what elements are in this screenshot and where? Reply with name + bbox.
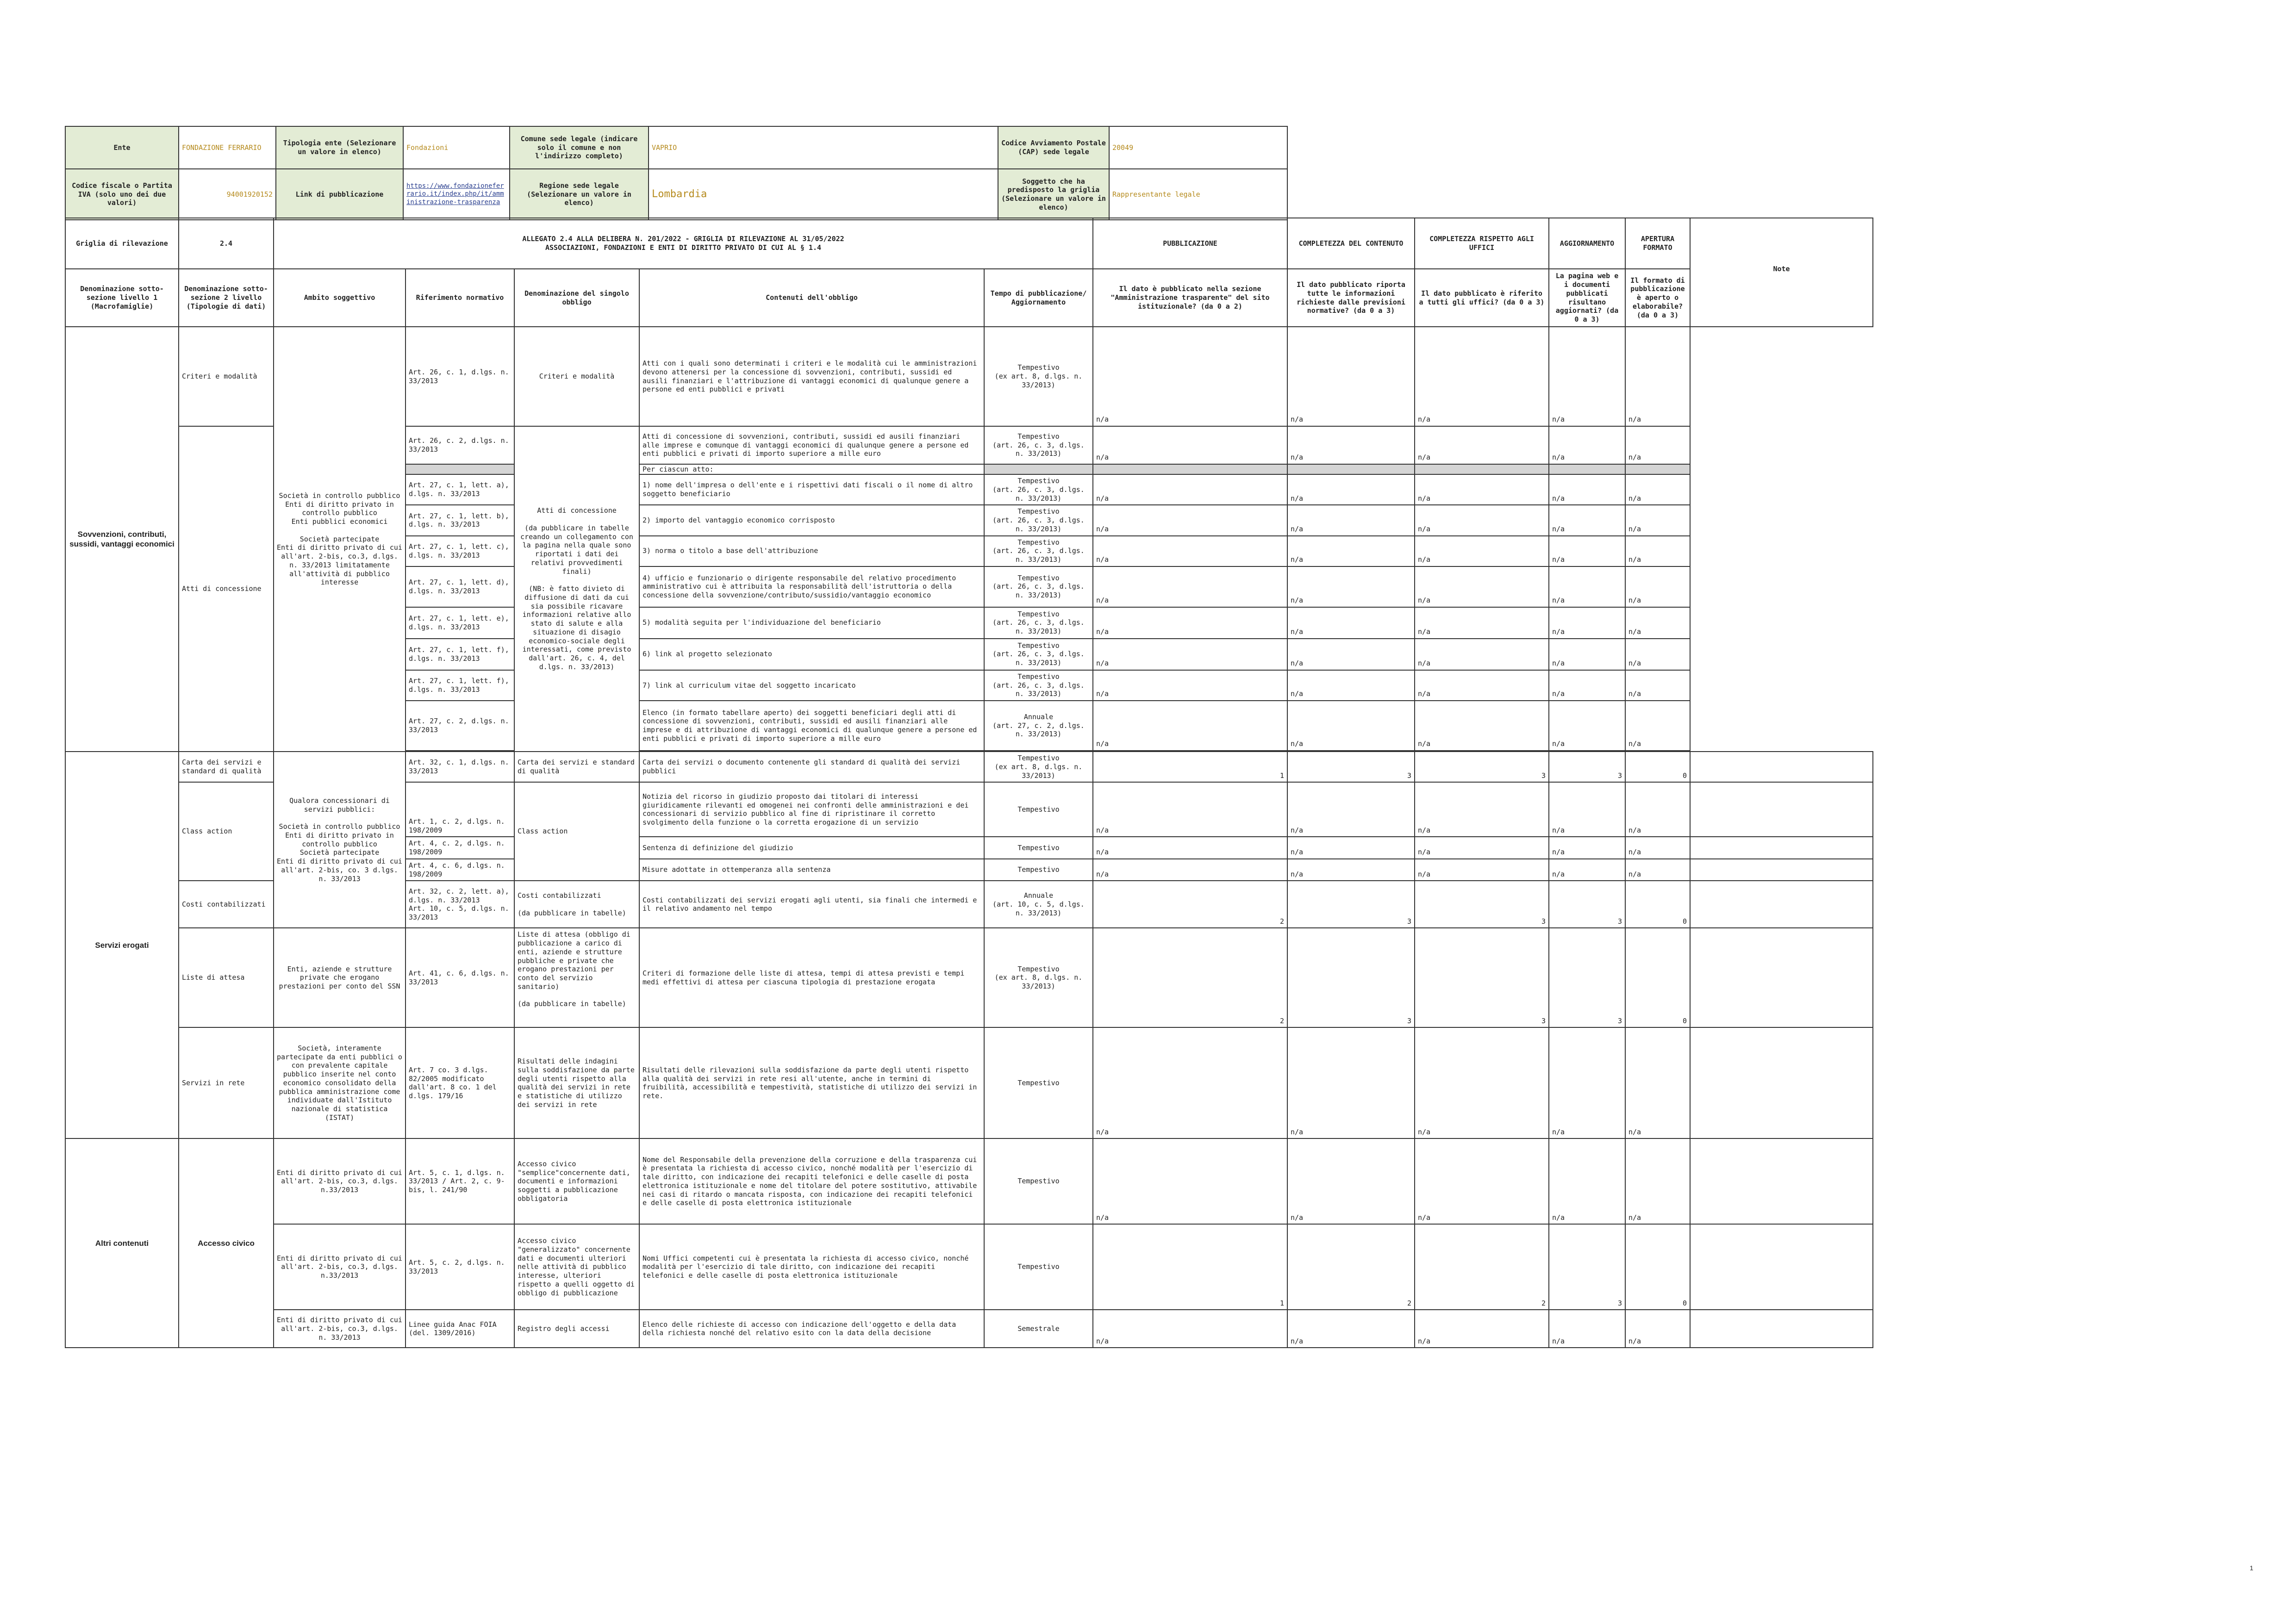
score-agg[interactable]: n/a [1549,1138,1625,1224]
subcol-contenuti: Contenuti dell'obbligo [639,269,984,327]
link-label: Link di pubblicazione [276,169,403,220]
cell-contenuti: 3) norma o titolo a base dell'attribuzione [639,536,984,566]
cell-contenuti: Elenco (in formato tabellare aperto) dei soggetti beneficiari degli atti di concessione di sovvenzioni, contributi, sussidi ed ausili finanziari alle imprese e di attribuzione di vantaggi economici di qualunque genere a persone ed enti pubblici e privati di importo superiore a mille euro [639,701,984,751]
score-cu[interactable]: 3 [1415,881,1549,928]
cell-denom: Risultati delle indagini sulla soddisfazione da parte degli utenti rispetto alla qualità dei servizi in rete e statistiche di utilizzo dei servizi in rete [514,1027,639,1138]
score-pub[interactable]: n/a [1093,426,1287,464]
cell-rif: Art. 32, c. 2, lett. a), d.lgs. n. 33/2013 Art. 10, c. 5, d.lgs. n. 33/2013 [406,881,514,928]
col-aggiornamento: AGGIORNAMENTO [1549,218,1625,269]
cell-liv2: Criteri e modalità [179,327,274,426]
score-cu[interactable]: 2 [1415,1224,1549,1310]
subcol-denom: Denominazione del singolo obbligo [514,269,639,327]
score-pub[interactable]: n/a [1093,505,1287,535]
score-cu[interactable]: n/a [1415,536,1549,566]
score-pub[interactable]: 1 [1093,752,1287,782]
cell-ambito: Società, interamente partecipate da enti pubblici o con prevalente capitale pubblico inserite nel conto economico consolidato della pubblica amministrazione come individuate dall'Istituto nazionale di statistica (ISTAT) [274,1027,406,1138]
cell-liv2: Atti di concessione [179,426,274,752]
score-cc[interactable]: n/a [1287,782,1415,837]
per-ciascun-atto: Per ciascun atto: [639,464,984,474]
cell-contenuti: Costi contabilizzati dei servizi erogati agli utenti, sia finali che intermedi e il relativo andamento nel tempo [639,881,984,928]
score-cc[interactable]: n/a [1287,327,1415,426]
cell-contenuti: Carta dei servizi o documento contenente gli standard di qualità dei servizi pubblici [639,752,984,782]
subcol-q-cc: Il dato pubblicato riporta tutte le informazioni richieste dalle previsioni normative? (da 0 a 3) [1287,269,1415,327]
subcol-liv2: Denominazione sotto-sezione 2 livello (Tipologie di dati) [179,269,274,327]
cell-ambito: Enti di diritto privato di cui all'art. 2-bis, co.3, d.lgs. n.33/2013 [274,1224,406,1310]
subcol-ambito: Ambito soggettivo [274,269,406,327]
score-pub[interactable]: n/a [1093,607,1287,639]
subcol-rif: Riferimento normativo [406,269,514,327]
score-cu[interactable]: n/a [1415,327,1549,426]
cap-label: Codice Avviamento Postale (CAP) sede legale [998,126,1109,169]
score-agg[interactable]: n/a [1549,536,1625,566]
spacer-cell [1093,464,1287,474]
cell-ambito: Enti di diritto privato di cui all'art. 2-bis, co.3, d.lgs. n.33/2013 [274,1138,406,1224]
cell-rif: Art. 27, c. 1, lett. d), d.lgs. n. 33/2013 [406,566,514,607]
score-cu[interactable]: n/a [1415,670,1549,701]
score-cc[interactable]: 3 [1287,752,1415,782]
tipologia-label: Tipologia ente (Selezionare un valore in elenco) [276,126,403,169]
score-ap[interactable]: n/a [1625,566,1690,607]
tipologia-value: Fondazioni [403,126,510,169]
score-agg[interactable]: n/a [1549,701,1625,751]
score-cu[interactable]: n/a [1415,701,1549,751]
score-pub[interactable]: 1 [1093,1224,1287,1310]
cell-rif: Art. 27, c. 1, lett. a), d.lgs. n. 33/2013 [406,474,514,505]
cell-contenuti: Atti con i quali sono determinati i criteri e le modalità cui le amministrazioni devono attenersi per la concessione di sovvenzioni, contributi, sussidi ed ausili finanziari e l'attribuzione di vantaggi economici di qualunque genere a persone ed enti pubblici e privati [639,327,984,426]
regione-label: Regione sede legale (Selezionare un valore in elenco) [510,169,649,220]
cell-tempo: Tempestivo (ex art. 8, d.lgs. n. 33/2013) [984,327,1093,426]
soggetto-value: Rappresentante legale [1109,169,1287,220]
cell-contenuti: Sentenza di definizione del giudizio [639,837,984,859]
cell-rif: Art. 4, c. 2, d.lgs. n. 198/2009 [406,837,514,859]
score-cu[interactable]: n/a [1415,1310,1549,1348]
cf-label: Codice fiscale o Partita IVA (solo uno dei due valori) [65,169,179,220]
note-cell[interactable] [1690,752,1873,782]
score-cu[interactable]: n/a [1415,782,1549,837]
score-cc[interactable]: n/a [1287,859,1415,881]
cf-value: 94001920152 [179,169,276,220]
score-pub[interactable]: n/a [1093,701,1287,751]
page-number: 1 [2250,1564,2253,1572]
cell-tempo: Annuale (art. 10, c. 5, d.lgs. n. 33/2013) [984,881,1093,928]
note-cell[interactable] [1690,1027,1873,1138]
cell-liv2: Costi contabilizzati [179,881,274,928]
score-ap[interactable]: n/a [1625,639,1690,670]
score-ap[interactable]: 0 [1625,1224,1690,1310]
cell-contenuti: 7) link al curriculum vitae del soggetto incaricato [639,670,984,701]
col-completezza-contenuto: COMPLETEZZA DEL CONTENUTO [1287,218,1415,269]
table-row [65,928,1873,1027]
cell-liv2: Liste di attesa [179,928,274,1027]
score-ap[interactable]: n/a [1625,505,1690,535]
score-ap[interactable]: n/a [1625,782,1690,837]
cell-rif: Art. 26, c. 2, d.lgs. n. 33/2013 [406,426,514,464]
grid-number: 2.4 [179,218,274,269]
score-cu[interactable]: n/a [1415,566,1549,607]
score-cu[interactable]: n/a [1415,639,1549,670]
cell-tempo: Tempestivo (ex art. 8, d.lgs. n. 33/2013) [984,928,1093,1027]
score-ap[interactable]: n/a [1625,837,1690,859]
score-agg[interactable]: 3 [1549,752,1625,782]
score-ap[interactable]: n/a [1625,670,1690,701]
score-agg[interactable]: n/a [1549,1310,1625,1348]
cell-denom: Accesso civico "semplice"concernente dati, documenti e informazioni soggetti a pubblicazione obbligatoria [514,1138,639,1224]
cell-rif: Art. 27, c. 1, lett. b), d.lgs. n. 33/2013 [406,505,514,535]
cell-tempo: Tempestivo [984,782,1093,837]
cell-denom: Liste di attesa (obbligo di pubblicazione a carico di enti, aziende e strutture pubbliche e private che erogano prestazioni per conto del servizio sanitario) (da pubblicare in tabelle) [514,928,639,1027]
score-pub[interactable]: n/a [1093,837,1287,859]
score-agg[interactable]: n/a [1549,1027,1625,1138]
table-row [65,1138,1873,1224]
cell-rif: Art. 5, c. 2, d.lgs. n. 33/2013 [406,1224,514,1310]
cell-tempo: Tempestivo (art. 26, c. 3, d.lgs. n. 33/2013) [984,426,1093,464]
subcol-q-agg: La pagina web e i documenti pubblicati risultano aggiornati? (da 0 a 3) [1549,269,1625,327]
spacer-cell [1549,464,1625,474]
score-agg[interactable]: n/a [1549,474,1625,505]
cell-rif: Art. 41, c. 6, d.lgs. n. 33/2013 [406,928,514,1027]
cell-denom: Carta dei servizi e standard di qualità [514,752,639,782]
note-cell[interactable] [1690,782,1873,837]
score-ap[interactable]: n/a [1625,426,1690,464]
cell-liv2-accesso: Accesso civico [179,1138,274,1348]
score-cc[interactable]: n/a [1287,536,1415,566]
note-cell[interactable] [1690,1138,1873,1224]
score-agg[interactable]: n/a [1549,505,1625,535]
cell-rif: Art. 5, c. 1, d.lgs. n. 33/2013 / Art. 2, c. 9-bis, l. 241/90 [406,1138,514,1224]
table-row [65,1027,1873,1138]
grid-title: ALLEGATO 2.4 ALLA DELIBERA N. 201/2022 - GRIGLIA DI RILEVAZIONE AL 31/05/2022 ASSOCIAZIONI, FONDAZIONI E ENTI DI DIRITTO PRIVATO DI CUI AL § 1.4 [274,218,1093,269]
score-agg[interactable]: n/a [1549,670,1625,701]
score-cc[interactable]: n/a [1287,701,1415,751]
spacer-cell [1415,464,1549,474]
cell-contenuti: 5) modalità seguita per l'individuazione del beneficiario [639,607,984,639]
score-cc[interactable]: n/a [1287,639,1415,670]
cell-rif: Art. 7 co. 3 d.lgs. 82/2005 modificato dall'art. 8 co. 1 del d.lgs. 179/16 [406,1027,514,1138]
cell-contenuti: 6) link al progetto selezionato [639,639,984,670]
score-pub[interactable]: n/a [1093,536,1287,566]
cell-tempo: Tempestivo (art. 26, c. 3, d.lgs. n. 33/2013) [984,474,1093,505]
cell-contenuti: Risultati delle rilevazioni sulla soddisfazione da parte degli utenti rispetto alla qualità dei servizi in rete resi all'utente, anche in termini di fruibilità, accessibilità e tempestività, statistiche di utilizzo dei servizi in rete. [639,1027,984,1138]
spacer-cell [984,464,1093,474]
score-ap[interactable]: n/a [1625,474,1690,505]
cell-denom: Registro degli accessi [514,1310,639,1348]
spacer-cell [406,464,514,474]
cell-rif: Art. 1, c. 2, d.lgs. n. 198/2009 [406,782,514,837]
cell-tempo: Tempestivo (art. 26, c. 3, d.lgs. n. 33/2013) [984,607,1093,639]
ente-label: Ente [65,126,179,169]
cell-tempo: Tempestivo (ex art. 8, d.lgs. n. 33/2013) [984,752,1093,782]
score-ap[interactable]: n/a [1625,1310,1690,1348]
score-cc[interactable]: n/a [1287,1027,1415,1138]
score-cu[interactable]: n/a [1415,474,1549,505]
score-agg[interactable]: n/a [1549,859,1625,881]
cell-denom: Criteri e modalità [514,327,639,426]
table-row [65,327,1873,426]
subcol-q-pub: Il dato è pubblicato nella sezione "Amministrazione trasparente" del sito istituzionale? (da 0 a 2) [1093,269,1287,327]
score-agg[interactable]: n/a [1549,327,1625,426]
score-pub[interactable]: n/a [1093,474,1287,505]
score-ap[interactable]: 0 [1625,752,1690,782]
cell-tempo: Tempestivo [984,1224,1093,1310]
cell-tempo: Tempestivo (art. 26, c. 3, d.lgs. n. 33/2013) [984,505,1093,535]
cell-tempo: Tempestivo (art. 26, c. 3, d.lgs. n. 33/2013) [984,536,1093,566]
note-cell[interactable] [1690,928,1873,1027]
score-pub[interactable]: n/a [1093,639,1287,670]
score-ap[interactable]: n/a [1625,701,1690,751]
score-cc[interactable]: 3 [1287,928,1415,1027]
score-cc[interactable]: n/a [1287,1310,1415,1348]
score-agg[interactable]: n/a [1549,639,1625,670]
score-agg[interactable]: n/a [1549,566,1625,607]
cell-denom: Atti di concessione (da pubblicare in tabelle creando un collegamento con la pagina nella quale sono riportati i dati dei relativi provvedimenti finali) (NB: è fatto divieto di diffusione di dati da cui sia possibile ricavare informazioni relative allo stato di salute e alla situazione di disagio economico-sociale degli interessati, come previsto dall'art. 26, c. 4, del d.lgs. n. 33/2013) [514,426,639,752]
score-pub[interactable]: 2 [1093,881,1287,928]
score-pub[interactable]: n/a [1093,670,1287,701]
cell-rif: Art. 27, c. 1, lett. f), d.lgs. n. 33/2013 [406,670,514,701]
score-ap[interactable]: n/a [1625,1138,1690,1224]
header-table [65,126,1288,220]
cell-liv2: Servizi in rete [179,1027,274,1138]
cell-rif: Art. 27, c. 1, lett. c), d.lgs. n. 33/2013 [406,536,514,566]
note-cell[interactable] [1690,881,1873,928]
score-agg[interactable]: n/a [1549,782,1625,837]
score-cc[interactable]: n/a [1287,1138,1415,1224]
score-ap[interactable]: n/a [1625,859,1690,881]
score-pub[interactable]: n/a [1093,1138,1287,1224]
table-row [65,1310,1873,1348]
spacer-cell [1287,464,1415,474]
cell-tempo: Tempestivo (art. 26, c. 3, d.lgs. n. 33/2013) [984,566,1093,607]
cell-contenuti: Notizia del ricorso in giudizio proposto dai titolari di interessi giuridicamente rilevanti ed omogenei nei confronti delle amministrazioni e dei concessionari di servizio pubblico al fine di ripristinare il corretto svolgimento della funzione o la corretta erogazione di un servizio [639,782,984,837]
link-value[interactable]: https://www.fondazioneferrario.it/index.php/it/amministrazione-trasparenza [403,169,510,220]
grid-label: Griglia di rilevazione [65,218,179,269]
cell-contenuti: 2) importo del vantaggio economico corrisposto [639,505,984,535]
score-cu[interactable]: n/a [1415,1138,1549,1224]
table-row [65,752,1873,782]
score-pub[interactable]: n/a [1093,859,1287,881]
subcol-tempo: Tempo di pubblicazione/ Aggiornamento [984,269,1093,327]
cell-contenuti: 4) ufficio e funzionario o dirigente responsabile del relativo procedimento amministrativo cui è attribuita la responsabilità dell'istruttoria o della concessione della sovvenzione/contributo/sussidio/vantaggio economico [639,566,984,607]
score-cu[interactable]: n/a [1415,505,1549,535]
score-ap[interactable]: n/a [1625,327,1690,426]
cell-contenuti: Atti di concessione di sovvenzioni, contributi, sussidi ed ausili finanziari alle imprese e comunque di vantaggi economici di qualunque genere a persone ed enti pubblici e privati di importo superiore a mille euro [639,426,984,464]
cell-tempo: Tempestivo [984,837,1093,859]
cell-rif: Art. 27, c. 1, lett. f), d.lgs. n. 33/2013 [406,639,514,670]
ente-value: FONDAZIONE FERRARIO [179,126,276,169]
cell-tempo: Tempestivo (art. 26, c. 3, d.lgs. n. 33/2013) [984,670,1093,701]
score-agg[interactable]: n/a [1549,426,1625,464]
cell-tempo: Tempestivo (art. 26, c. 3, d.lgs. n. 33/2013) [984,639,1093,670]
section-servizi: Servizi erogati [65,752,179,1138]
col-completezza-uffici: COMPLETEZZA RISPETTO AGLI UFFICI [1415,218,1549,269]
cell-contenuti: Misure adottate in ottemperanza alla sentenza [639,859,984,881]
score-ap[interactable]: n/a [1625,1027,1690,1138]
cell-ambito: Enti di diritto privato di cui all'art. 2-bis, co.3, d.lgs. n. 33/2013 [274,1310,406,1348]
score-cc[interactable]: 3 [1287,881,1415,928]
cell-contenuti: Nomi Uffici competenti cui è presentata la richiesta di accesso civico, nonché modalità per l'esercizio di tale diritto, con indicazione dei recapiti telefonici e delle caselle di posta elettronica istituzionale [639,1224,984,1310]
cell-contenuti: Nome del Responsabile della prevenzione della corruzione e della trasparenza cui è presentata la richiesta di accesso civico, nonché modalità per l'esercizio di tale diritto, con indicazione dei recapiti telefonici e delle caselle di posta elettronica istituzionale e nome del titolare del potere sostitutivo, attivabile nei casi di ritardo o mancata risposta, con indicazione dei recapiti telefonici e delle caselle di posta elettronica istituzionale [639,1138,984,1224]
score-pub[interactable]: 2 [1093,928,1287,1027]
score-cc[interactable]: n/a [1287,566,1415,607]
subcol-liv1: Denominazione sotto-sezione livello 1 (Macrofamiglie) [65,269,179,327]
score-cu[interactable]: 3 [1415,752,1549,782]
score-cu[interactable]: n/a [1415,859,1549,881]
note-cell[interactable] [1690,859,1873,881]
cell-denom: Accesso civico "generalizzato" concernente dati e documenti ulteriori nelle attività di pubblico interesse, ulteriori rispetto a quelli oggetto di obbligo di pubblicazione [514,1224,639,1310]
score-agg[interactable]: 3 [1549,881,1625,928]
score-agg[interactable]: 3 [1549,928,1625,1027]
col-pubblicazione: PUBBLICAZIONE [1093,218,1287,269]
score-ap[interactable]: 0 [1625,928,1690,1027]
cell-tempo: Tempestivo [984,1027,1093,1138]
cell-denom: Class action [514,782,639,881]
cell-tempo: Annuale (art. 27, c. 2, d.lgs. n. 33/2013) [984,701,1093,751]
cell-tempo: Tempestivo [984,859,1093,881]
cell-rif: Art. 32, c. 1, d.lgs. n. 33/2013 [406,752,514,782]
cell-liv2: Class action [179,782,274,881]
score-pub[interactable]: n/a [1093,566,1287,607]
cell-contenuti: 1) nome dell'impresa o dell'ente e i rispettivi dati fiscali o il nome di altro soggetto beneficiario [639,474,984,505]
score-pub[interactable]: n/a [1093,327,1287,426]
cell-rif: Art. 27, c. 2, d.lgs. n. 33/2013 [406,701,514,751]
cell-ambito: Qualora concessionari di servizi pubblici: Società in controllo pubblico Enti di diritto privato in controllo pubblico Società partecipate Enti di diritto privato di cui all'art. 2-bis, co. 3 d.lgs. n. 33/2013 [274,752,406,928]
score-ap[interactable]: n/a [1625,607,1690,639]
score-cc[interactable]: 2 [1287,1224,1415,1310]
spacer-cell [1625,464,1690,474]
score-cc[interactable]: n/a [1287,670,1415,701]
score-cu[interactable]: n/a [1415,426,1549,464]
score-cc[interactable]: n/a [1287,474,1415,505]
score-cu[interactable]: n/a [1415,1027,1549,1138]
section-altri: Altri contenuti [65,1138,179,1348]
cell-tempo: Tempestivo [984,1138,1093,1224]
col-note: Note [1690,218,1873,327]
cell-contenuti: Elenco delle richieste di accesso con indicazione dell'oggetto e della data della richiesta nonché del relativo esito con la data della decisione [639,1310,984,1348]
note-cell[interactable] [1690,1310,1873,1348]
note-cell[interactable] [1690,837,1873,859]
cell-rif: Art. 27, c. 1, lett. e), d.lgs. n. 33/2013 [406,607,514,639]
section-sovvenzioni: Sovvenzioni, contributi, sussidi, vantaggi economici [65,327,179,752]
cell-ambito: Società in controllo pubblico Enti di diritto privato in controllo pubblico Enti pubblici economici Società partecipate Enti di diritto privato di cui all'art. 2-bis, co.3, d.lgs. n. 33/2013 limitatamente all'attività di pubblico interesse [274,327,406,752]
cell-rif: Art. 26, c. 1, d.lgs. n. 33/2013 [406,327,514,426]
score-cu[interactable]: 3 [1415,928,1549,1027]
score-pub[interactable]: n/a [1093,1027,1287,1138]
score-pub[interactable]: n/a [1093,782,1287,837]
cap-value: 20049 [1109,126,1287,169]
subcol-q-cu: Il dato pubblicato è riferito a tutti gli uffici? (da 0 a 3) [1415,269,1549,327]
score-agg[interactable]: 3 [1549,1224,1625,1310]
cell-rif: Art. 4, c. 6, d.lgs. n. 198/2009 [406,859,514,881]
score-cc[interactable]: n/a [1287,607,1415,639]
cell-liv2: Carta dei servizi e standard di qualità [179,752,274,782]
soggetto-label: Soggetto che ha predisposto la griglia (Selezionare un valore in elenco) [998,169,1109,220]
comune-label: Comune sede legale (indicare solo il comune e non l'indirizzo completo) [510,126,649,169]
score-ap[interactable]: n/a [1625,536,1690,566]
regione-value: Lombardia [649,169,998,220]
cell-ambito: Enti, aziende e strutture private che erogano prestazioni per conto del SSN [274,928,406,1027]
table-row [65,1224,1873,1310]
cell-rif: Linee guida Anac FOIA (del. 1309/2016) [406,1310,514,1348]
comune-value: VAPRIO [649,126,998,169]
score-pub[interactable]: n/a [1093,1310,1287,1348]
note-cell[interactable] [1690,1224,1873,1310]
score-agg[interactable]: n/a [1549,837,1625,859]
cell-denom: Costi contabilizzati (da pubblicare in tabelle) [514,881,639,928]
cell-contenuti: Criteri di formazione delle liste di attesa, tempi di attesa previsti e tempi medi effettivi di attesa per ciascuna tipologia di prestazione erogata [639,928,984,1027]
score-cc[interactable]: n/a [1287,837,1415,859]
subcol-q-ap: Il formato di pubblicazione è aperto o elaborabile? (da 0 a 3) [1625,269,1690,327]
cell-tempo: Semestrale [984,1310,1093,1348]
score-agg[interactable]: n/a [1549,607,1625,639]
score-cu[interactable]: n/a [1415,607,1549,639]
main-grid [65,218,1873,1348]
score-cc[interactable]: n/a [1287,505,1415,535]
score-cc[interactable]: n/a [1287,426,1415,464]
score-cu[interactable]: n/a [1415,837,1549,859]
col-apertura: APERTURA FORMATO [1625,218,1690,269]
score-ap[interactable]: 0 [1625,881,1690,928]
